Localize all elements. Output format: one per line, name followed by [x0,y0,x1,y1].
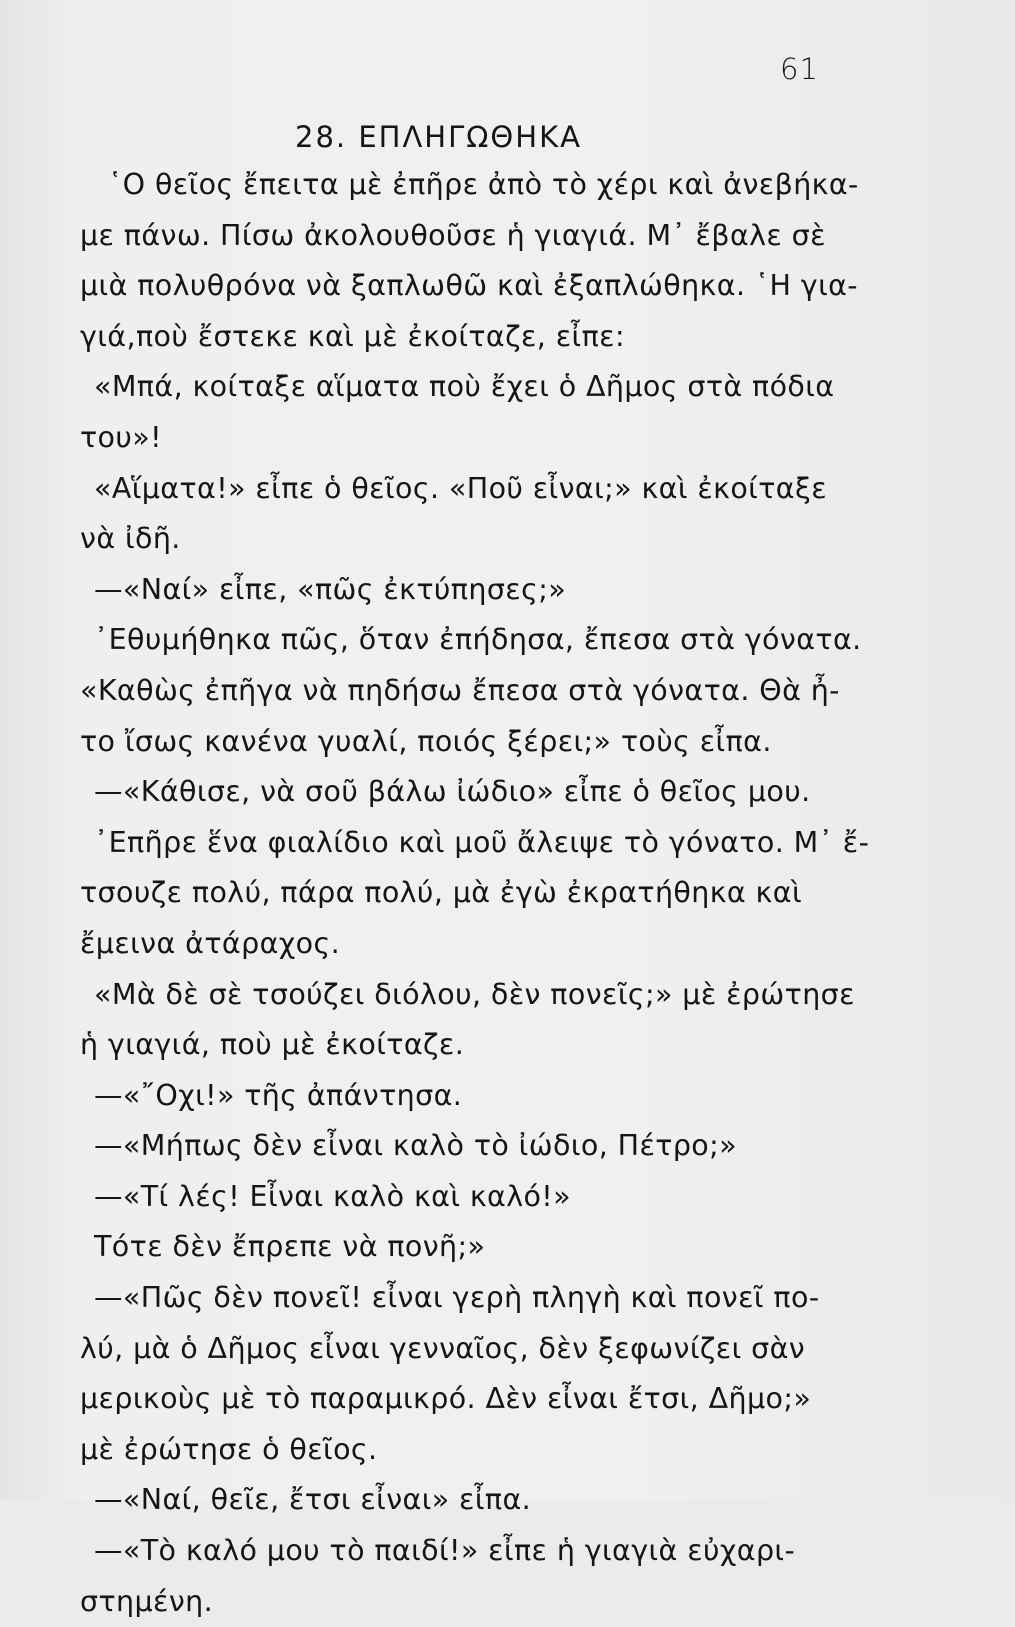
text-line: του»! [80,420,162,454]
text-line: «Μπά, κοίταξε αἵματα ποὺ ἔχει ὁ Δῆμος στὰ πόδια [94,370,835,404]
text-line: Τότε δὲν ἔπρεπε νὰ πονῆ;» [94,1230,486,1264]
text-line: ῾Ο θεῖος ἔπειτα μὲ ἐπῆρε ἀπὸ τὸ χέρι καὶ ἀνεβήκα- [108,168,859,201]
text-line: ᾿Επῆρε ἕνα φιαλίδιο καὶ μοῦ ἄλειψε τὸ γόνατο. Μ᾿ ἔ- [94,825,870,859]
text-line: —«Κάθισε, νὰ σοῦ βάλω ἰώδιο» εἶπε ὁ θεῖος μου. [94,775,811,809]
text-line: γιά,ποὺ ἔστεκε καὶ μὲ ἐκοίταζε, εἶπε: [80,319,625,353]
text-line: ἡ γιαγιά, ποὺ μὲ ἐκοίταζε. [80,1028,465,1062]
text-line: —«Τί λές! Εἶναι καλὸ καὶ καλό!» [94,1179,571,1213]
chapter-title: 28. ΕΠΛΗΓΩΘΗΚΑ [295,120,582,154]
page-number: 61 [780,52,819,86]
chapter-body [80,160,870,1627]
text-line: —«῎Οχι!» τῆς ἀπάντησα. [94,1078,463,1112]
text-line: ᾿Εθυμήθηκα πῶς, ὅταν ἐπήδησα, ἔπεσα στὰ γόνατα. [94,623,862,657]
text-line: «Καθὼς ἐπῆγα νὰ πηδήσω ἔπεσα στὰ γόνατα. Θὰ ἦ- [80,673,840,707]
text-line: —«Πῶς δὲν πονεῖ! εἶναι γερὴ πληγὴ καὶ πονεῖ πο- [94,1281,820,1315]
text-line: μιὰ πολυθρόνα νὰ ξαπλωθῶ καὶ ἐξαπλώθηκα. ῾Η για- [80,269,858,303]
text-line: με πάνω. Πίσω ἀκολουθοῦσε ἡ γιαγιά. Μ᾿ ἔβαλε σὲ [80,218,826,252]
text-line: «Μὰ δὲ σὲ τσούζει διόλου, δὲν πονεῖς;» μὲ ἐρώτησε [94,977,855,1011]
text-line: μὲ ἐρώτησε ὁ θεῖος. [80,1432,378,1466]
text-line: λύ, μὰ ὁ Δῆμος εἶναι γενναῖος, δὲν ξεφωνίζει σὰν [80,1331,806,1365]
text-line: στημένη. [80,1584,214,1618]
text-line: —«Ναί, θεῖε, ἔτσι εἶναι» εἶπα. [94,1483,532,1517]
text-line: —«Ναί» εἶπε, «πῶς ἐκτύπησες;» [94,572,567,606]
text-line: «Αἵματα!» εἶπε ὁ θεῖος. «Ποῦ εἶναι;» καὶ ἐκοίταξε [94,471,828,505]
text-line: νὰ ἰδῆ. [80,522,181,556]
text-line: μερικοὺς μὲ τὸ παραμικρό. Δὲν εἶναι ἔτσι, Δῆμο;» [80,1382,812,1416]
text-line: ἔμεινα ἀτάραχος. [80,926,341,960]
text-line: το ἴσως κανένα γυαλί, ποιός ξέρει;» τοὺς εἶπα. [80,724,772,758]
text-line: —«Μήπως δὲν εἶναι καλὸ τὸ ἰώδιο, Πέτρο;» [94,1129,737,1163]
text-line: τσουζε πολύ, πάρα πολύ, μὰ ἐγὼ ἐκρατήθηκα καὶ [80,876,802,910]
text-line: —«Τὸ καλό μου τὸ παιδί!» εἶπε ἡ γιαγιὰ εὐχαρι- [94,1534,796,1568]
